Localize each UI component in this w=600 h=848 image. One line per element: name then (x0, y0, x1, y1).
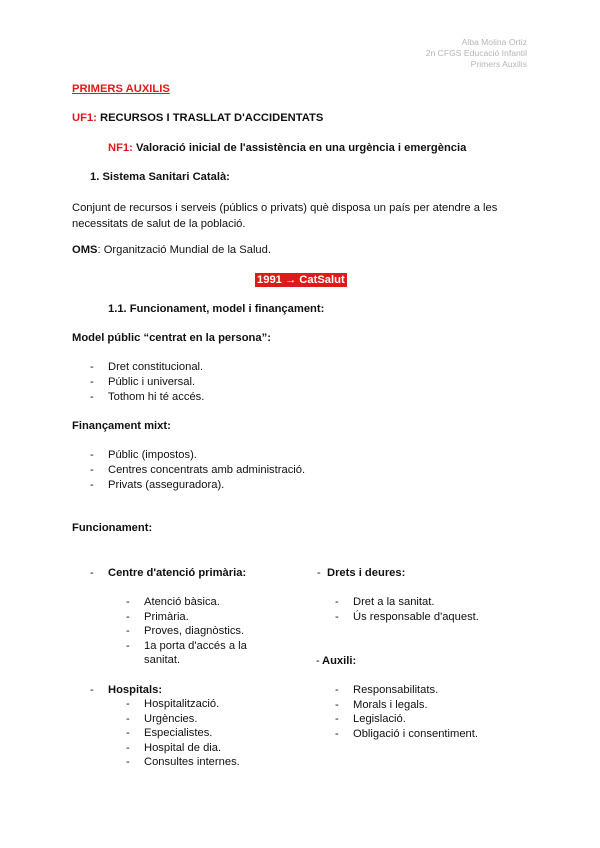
catsalut-badge: 1991 → CatSalut (257, 274, 345, 286)
financing-list-item-dash: - (90, 479, 94, 491)
auxili-list-item-dash: - (335, 713, 339, 725)
cap-list-item-dash: - (126, 639, 130, 652)
auxili-list-item: Responsabilitats. (353, 684, 439, 696)
hospitals-list-item-dash: - (126, 698, 130, 710)
uf-code: UF1: (72, 112, 97, 124)
model-list-item-dash: - (90, 361, 94, 373)
financing-list-item-dash: - (90, 449, 94, 461)
auxili-list-item: Legislació. (353, 713, 406, 725)
header-author: Alba Molina Ortiz (461, 37, 527, 47)
uf-heading (72, 112, 323, 124)
drets-list-item: Dret a la sanitat. (353, 596, 435, 608)
drets-list-item-dash: - (335, 610, 339, 623)
model-list-item: Dret constitucional. (108, 361, 204, 373)
section-1-1-heading: 1.1. Funcionament, model i finançament: (108, 303, 325, 315)
drets-list-item: Ús responsable d'aquest. (353, 610, 479, 623)
financing-list-item: Públic (impostos). (108, 449, 197, 461)
hospitals-list-item-dash: - (126, 741, 130, 754)
hospitals-title: Hospitals: (108, 684, 163, 696)
financing-list-item: Centres concentrats amb administració. (108, 464, 306, 476)
auxili-list-item-dash: - (335, 684, 339, 696)
cap-list-item: Atenció bàsica. (144, 596, 220, 608)
model-list-item: Tothom hi té accés. (108, 391, 205, 403)
cap-list-item: 1a porta d'accés a la (144, 639, 247, 652)
hospitals-list-item: Especialistes. (144, 727, 213, 739)
financing-list-item: Privats (asseguradora). (108, 479, 225, 491)
hospitals-list-item: Hospital de dia. (144, 741, 222, 754)
auxili-list-item-dash: - (335, 698, 339, 711)
financing-title: Finançament mixt: (72, 420, 171, 432)
model-list-item: Públic i universal. (108, 376, 196, 388)
drets-list-item-dash: - (335, 596, 339, 608)
cap-list-item-dash: - (126, 596, 130, 608)
uf-text: RECURSOS I TRASLLAT D'ACCIDENTATS (96, 112, 324, 124)
auxili-dash: - (316, 655, 320, 667)
hospitals-list-item-dash: - (126, 712, 130, 725)
cap-list-item: Primària. (144, 610, 189, 623)
hospitals-list-item-dash: - (126, 727, 130, 739)
nf-code: NF1: (108, 142, 133, 154)
model-list-item-dash: - (90, 376, 94, 388)
header-subject: Primers Auxilis (470, 59, 527, 69)
hosp-dash: - (90, 684, 94, 696)
functioning-title: Funcionament: (72, 522, 153, 534)
cap-title: Centre d'atenció primària: (108, 567, 247, 579)
cap-dash: - (90, 567, 94, 579)
drets-dash: - (317, 567, 321, 579)
nf-heading (108, 142, 466, 154)
auxili-list-item: Morals i legals. (353, 698, 428, 711)
oms-label: OMS (72, 244, 98, 256)
financing-list-item-dash: - (90, 464, 94, 476)
doc-title: PRIMERS AUXILIS (72, 83, 170, 95)
auxili-list-item-dash: - (335, 727, 339, 740)
cap-list-item: Proves, diagnòstics. (144, 625, 245, 637)
nf-text: Valoració inicial de l'assistència en una urgència i emergència (132, 142, 467, 154)
cap-list-item-dash: - (126, 610, 130, 623)
cap-list-item: sanitat. (144, 654, 181, 666)
model-title: Model públic “centrat en la persona”: (72, 332, 271, 344)
auxili-list-item: Obligació i consentiment. (353, 727, 478, 740)
hospitals-list-item: Hospitalització. (144, 698, 220, 710)
hospitals-list-item-dash: - (126, 756, 130, 768)
model-list-item-dash: - (90, 391, 94, 403)
section-1-heading: 1. Sistema Sanitari Català: (90, 171, 230, 183)
auxili-title: Auxili: (322, 655, 357, 667)
header-course: 2n CFGS Educació Infantil (425, 48, 527, 58)
oms-line (72, 244, 271, 256)
drets-title: Drets i deures: (327, 567, 406, 579)
oms-text: : Organització Mundial de la Salud. (97, 244, 271, 256)
hospitals-list-item: Urgències. (144, 712, 198, 725)
hospitals-list-item: Consultes internes. (144, 756, 240, 768)
cap-list-item-dash: - (126, 625, 130, 637)
definition-paragraph: Conjunt de recursos i serveis (públics o privats) què disposa un país per atendre a les necessitats de salut de la població. (72, 202, 498, 230)
